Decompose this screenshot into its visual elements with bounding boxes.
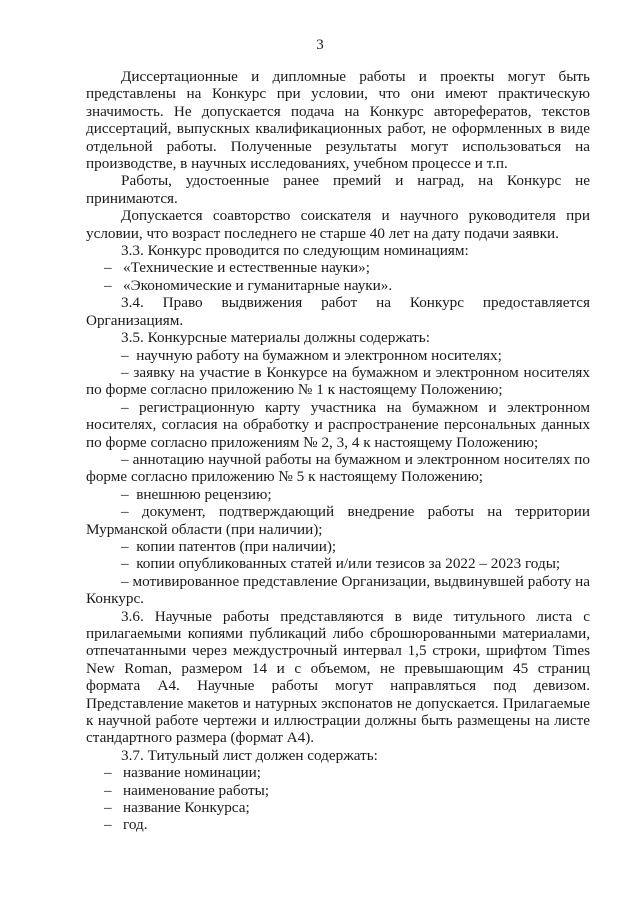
title-page-item: – название Конкурса; bbox=[86, 799, 590, 816]
title-page-item: – год. bbox=[86, 816, 590, 833]
clause-3-3: 3.3. Конкурс проводится по следующим номинациям: bbox=[121, 242, 469, 260]
materials-item: – внешнюю рецензию; bbox=[86, 486, 590, 503]
materials-item: – копии патентов (при наличии); bbox=[86, 538, 590, 555]
document-body bbox=[86, 68, 590, 834]
paragraph-coauthorship: Допускается соавторство соискателя и научного руководителя при условии, что возраст последнего не старше 40 лет на дату подачи заявки. bbox=[86, 207, 590, 242]
materials-item: – заявку на участие в Конкурсе на бумажном и электронном носителях по форме согласно приложению № 1 к настоящему Положению; bbox=[86, 364, 590, 399]
clause-3-7: 3.7. Титульный лист должен содержать: bbox=[121, 746, 378, 764]
nomination-item: – «Экономические и гуманитарные науки». bbox=[86, 277, 590, 294]
clause-3-4: 3.4. Право выдвижения работ на Конкурс предоставляется Организациям. bbox=[86, 294, 590, 329]
materials-item: – аннотацию научной работы на бумажном и электронном носителях по форме согласно приложению № 5 к настоящему Положению; bbox=[86, 451, 590, 486]
materials-item: – научную работу на бумажном и электронном носителях; bbox=[86, 347, 590, 364]
paragraph-awarded-works: Работы, удостоенные ранее премий и наград, на Конкурс не принимаются. bbox=[86, 172, 590, 207]
title-page-item: – наименование работы; bbox=[86, 782, 590, 799]
materials-item: – мотивированное представление Организации, выдвинувшей работу на Конкурс. bbox=[86, 573, 590, 608]
materials-item: – документ, подтверждающий внедрение работы на территории Мурманской области (при наличии); bbox=[86, 503, 590, 538]
materials-item: – копии опубликованных статей и/или тезисов за 2022 – 2023 годы; bbox=[86, 555, 590, 572]
paragraph-dissertations: Диссертационные и дипломные работы и проекты могут быть представлены на Конкурс при условии, что они имеют практическую значимость. Не допускается подача на Конкурс авторефератов, текстов диссертаций, выпускных квалификационных работ, не оформленных в виде отдельной работы. Полученные результаты могут использоваться на производстве, в научных исследованиях, учебном процессе и т.п. bbox=[86, 68, 590, 173]
nomination-item: – «Технические и естественные науки»; bbox=[86, 259, 590, 276]
page-number: 3 bbox=[316, 37, 324, 53]
materials-item: – регистрационную карту участника на бумажном и электронном носителях, согласия на обработку и распространение персональных данных по форме согласно приложениям № 2, 3, 4 к настоящему Положению; bbox=[86, 399, 590, 451]
title-page-item: – название номинации; bbox=[86, 764, 590, 781]
clause-3-6: 3.6. Научные работы представляются в виде титульного листа с прилагаемыми копиями публикаций либо сброшюрованными материалами, отпечатанными через междустрочный интервал 1,5 строки, шрифтом Times New Roman, размером 14 и с объемом, не превышающим 45 страниц формата А4. Научные работы могут направляться под девизом. Представление макетов и натурных экспонатов не допускается. Прилагаемые к научной работе чертежи и иллюстрации должны быть размещены на листе стандартного размера (формат А4). bbox=[86, 607, 590, 747]
clause-3-5: 3.5. Конкурсные материалы должны содержать: bbox=[121, 329, 430, 347]
